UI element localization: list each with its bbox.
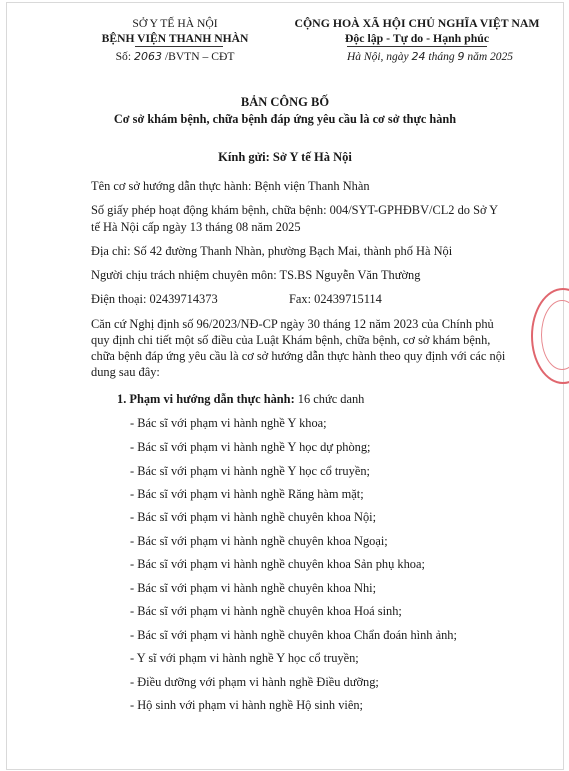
recipient-line: Kính gửi: Sở Y tế Hà Nội xyxy=(218,150,352,164)
issuer-block xyxy=(85,16,265,64)
document-subtitle: Cơ sở khám bệnh, chữa bệnh đáp ứng yêu cầu là cơ sở thực hành xyxy=(113,112,457,126)
country-name: CỘNG HOÀ XÃ HỘI CHỦ NGHĨA VIỆT NAM xyxy=(294,16,540,30)
issuer-underline xyxy=(135,46,223,47)
motto-underline xyxy=(347,46,487,47)
facility-name: Tên cơ sở hướng dẫn thực hành: Bệnh viện Thanh Nhàn xyxy=(91,179,370,193)
handwritten-day: 24 xyxy=(411,50,426,63)
basis-line-1: Căn cứ Nghị định số 96/2023/NĐ-CP ngày 30 tháng 12 năm 2023 của Chính phủ xyxy=(91,317,494,331)
motto: Độc lập - Tự do - Hạnh phúc xyxy=(344,31,490,45)
list-item: - Bác sĩ với phạm vi hành nghề Y khoa; xyxy=(130,416,327,430)
fax-number: Fax: 02439715114 xyxy=(289,292,382,306)
list-item: - Hộ sinh với phạm vi hành nghề Hộ sinh viên; xyxy=(130,698,364,712)
list-item: - Bác sĩ với phạm vi hành nghề chuyên khoa Chẩn đoán hình ảnh; xyxy=(130,628,457,642)
list-item: - Bác sĩ với phạm vi hành nghề chuyên khoa Nhi; xyxy=(130,581,377,595)
ministry-name: SỞ Y TẾ HÀ NỘI xyxy=(132,17,218,30)
handwritten-month: 9 xyxy=(457,50,465,63)
hospital-name: BỆNH VIỆN THANH NHÀN xyxy=(101,32,249,45)
document-date: Hà Nội, ngày 24 tháng 9 năm 2025 xyxy=(347,50,514,63)
list-item: - Bác sĩ với phạm vi hành nghề chuyên khoa Hoá sinh; xyxy=(130,604,402,618)
document-page xyxy=(6,2,564,770)
national-motto-block xyxy=(277,16,557,47)
phone-number: Điện thoại: 02439714373 xyxy=(91,292,218,306)
list-item: - Bác sĩ với phạm vi hành nghề chuyên khoa Ngoại; xyxy=(130,534,388,548)
document-number: Số: 2063 /BVTN – CĐT xyxy=(115,50,235,63)
responsible-person: Người chịu trách nhiệm chuyên môn: TS.BS Nguyễn Văn Thường xyxy=(91,268,421,282)
list-item: - Bác sĩ với phạm vi hành nghề Răng hàm mặt; xyxy=(130,487,364,501)
list-item: - Bác sĩ với phạm vi hành nghề Y học dự phòng; xyxy=(130,440,371,454)
list-item: - Y sĩ với phạm vi hành nghề Y học cổ truyền; xyxy=(130,651,359,665)
document-title: BẢN CÔNG BỐ xyxy=(240,95,330,109)
license-line-2: tế Hà Nội cấp ngày 13 tháng 08 năm 2025 xyxy=(91,220,301,234)
list-item: - Bác sĩ với phạm vi hành nghề chuyên khoa Sản phụ khoa; xyxy=(130,557,425,571)
address-line: Địa chỉ: Số 42 đường Thanh Nhàn, phường Bạch Mai, thành phố Hà Nội xyxy=(91,244,453,258)
basis-line-3: chữa bệnh đáp ứng yêu cầu là cơ sở hướng dẫn thực hành theo quy định với các nội xyxy=(91,349,506,363)
basis-line-2: quy định chi tiết một số điều của Luật Khám bệnh, chữa bệnh, cơ sở khám bệnh, xyxy=(91,333,491,347)
section-1-heading xyxy=(117,392,364,407)
handwritten-number: 2063 xyxy=(133,50,162,63)
section-1-label: 1. Phạm vi hướng dẫn thực hành: xyxy=(117,392,295,406)
list-item: - Điều dưỡng với phạm vi hành nghề Điều dưỡng; xyxy=(130,675,379,689)
list-item: - Bác sĩ với phạm vi hành nghề chuyên khoa Nội; xyxy=(130,510,377,524)
license-line-1: Số giấy phép hoạt động khám bệnh, chữa bệnh: 004/SYT-GPHĐBV/CL2 do Sở Y xyxy=(91,203,499,217)
list-item: - Bác sĩ với phạm vi hành nghề Y học cổ truyền; xyxy=(130,464,370,478)
section-1-value: 16 chức danh xyxy=(294,392,365,406)
basis-line-4: dung sau đây: xyxy=(91,365,160,379)
